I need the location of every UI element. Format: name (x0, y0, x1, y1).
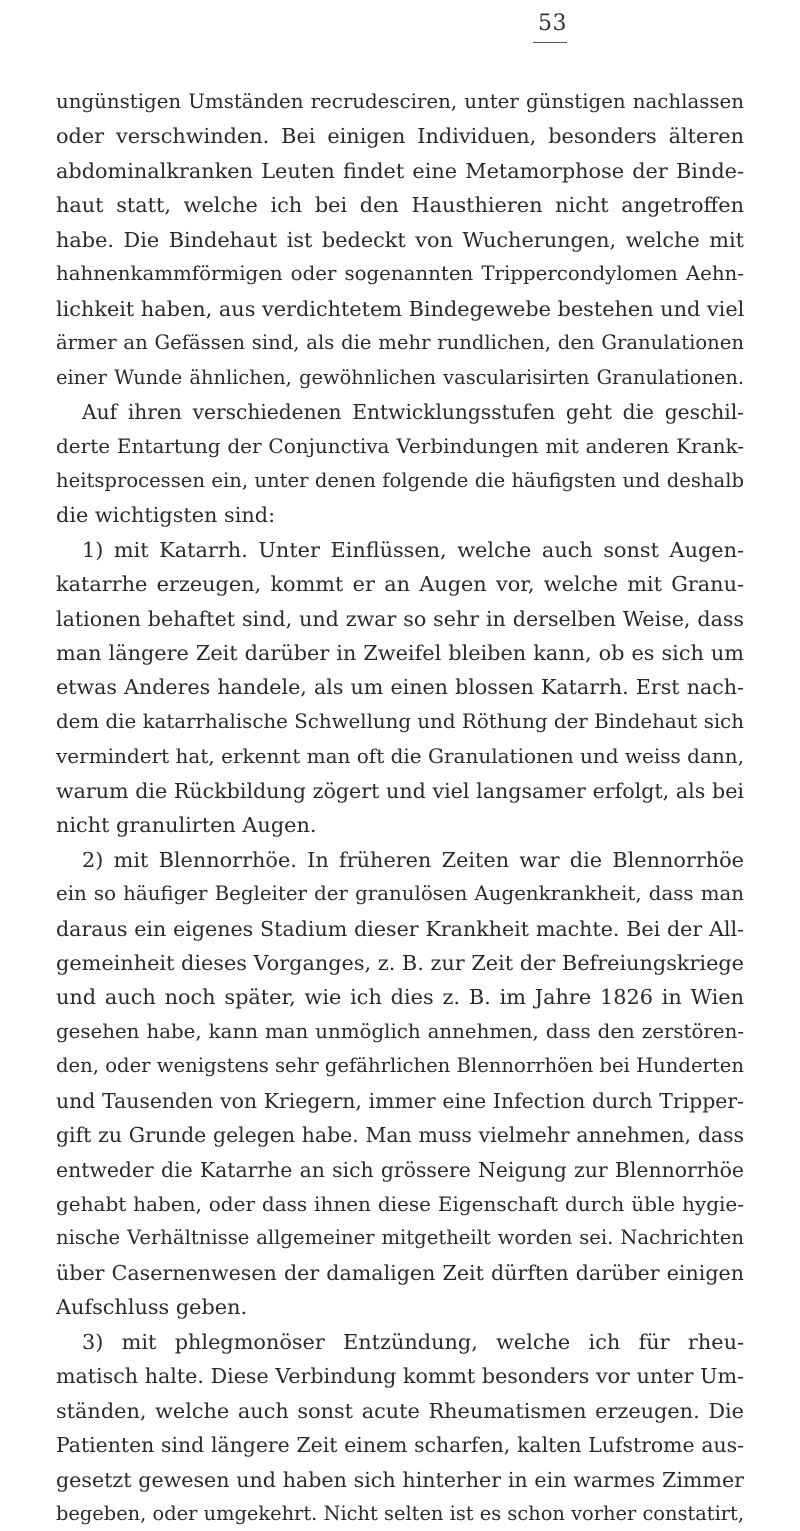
text-line: abdominalkranken Leuten findet eine Metamorphose der Binde- (56, 158, 744, 183)
text-line: hahnenkammförmigen oder sogenannten Trippercondylomen Aehn- (56, 262, 744, 286)
text-line: einer Wunde ähnlichen, gewöhnlichen vascularisirten Granulationen. (56, 365, 744, 389)
text-line: Patienten sind längere Zeit einem scharfen, kalten Lufstrome aus- (56, 1433, 744, 1458)
text-line: oder verschwinden. Bei einigen Individuen, besonders älteren (56, 124, 744, 149)
text-line: über Casernenwesen der damaligen Zeit dürften darüber einigen (56, 1260, 744, 1285)
page-number: 53 (538, 11, 567, 36)
text-line: begeben, oder umgekehrt. Nicht selten ist es schon vorher constatirt, (56, 1501, 744, 1525)
text-line: und Tausenden von Kriegern, immer eine Infection durch Tripper- (56, 1088, 744, 1113)
text-line: den, oder wenigstens sehr gefährlichen Blennorrhöen bei Hunderten (56, 1054, 744, 1078)
text-line: 3) mit phlegmonöser Entzündung, welche ich für rheu- (82, 1329, 744, 1354)
text-line: katarrhe erzeugen, kommt er an Augen vor, welche mit Granu- (56, 572, 744, 597)
text-line: 1) mit Katarrh. Unter Einflüssen, welche auch sonst Augen- (82, 537, 744, 562)
text-line: man längere Zeit darüber in Zweifel bleiben kann, ob es sich um (56, 641, 744, 665)
text-line: warum die Rückbildung zögert und viel langsamer erfolgt, als bei (56, 778, 744, 803)
text-line: gehabt haben, oder dass ihnen diese Eigenschaft durch üble hygie- (56, 1192, 744, 1216)
text-line: ständen, welche auch sonst acute Rheumatismen erzeugen. Die (56, 1398, 744, 1423)
text-line: die wichtigsten sind: (56, 503, 276, 528)
text-line: und auch noch später, wie ich dies z. B. im Jahre 1826 in Wien (56, 985, 744, 1010)
text-line: gift zu Grunde gelegen habe. Man muss vielmehr annehmen, dass (56, 1123, 744, 1148)
text-line: derte Entartung der Conjunctiva Verbindungen mit anderen Krank- (56, 434, 744, 459)
text-line: ein so häufiger Begleiter der granulösen Augenkrankheit, dass man (56, 882, 744, 906)
text-line: 2) mit Blennorrhöe. In früheren Zeiten war die Blennorrhöe (82, 847, 744, 872)
text-line: haut statt, welche ich bei den Hausthieren nicht angetroffen (56, 193, 744, 218)
text-line: gesetzt gewesen und haben sich hinterher in ein warmes Zimmer (56, 1467, 744, 1492)
text-line: gesehen habe, kann man unmöglich annehmen, dass den zerstören- (56, 1019, 744, 1043)
body-text (56, 85, 744, 1531)
text-line: habe. Die Bindehaut ist bedeckt von Wucherungen, welche mit (56, 227, 744, 252)
text-line: ungünstigen Umständen recrudesciren, unter günstigen nachlassen (56, 90, 744, 113)
text-line: dem die katarrhalische Schwellung und Röthung der Bindehaut sich (56, 709, 744, 733)
text-line: Aufschluss geben. (56, 1295, 248, 1320)
text-line: daraus ein eigenes Stadium dieser Krankheit machte. Bei der All- (56, 916, 744, 941)
text-line: Auf ihren verschiedenen Entwicklungsstufen geht die geschil- (82, 399, 744, 424)
text-line: lationen behaftet sind, und zwar so sehr in derselben Weise, dass (56, 606, 744, 631)
text-line: heitsprocessen ein, unter denen folgende die häufigsten und deshalb (56, 468, 744, 492)
text-line: lichkeit haben, aus verdichtetem Bindegewebe bestehen und viel (56, 296, 745, 321)
text-line: etwas Anderes handele, als um einen blossen Katarrh. Erst nach- (56, 675, 744, 700)
text-line: gemeinheit dieses Vorganges, z. B. zur Zeit der Befreiungskriege (56, 950, 744, 975)
text-line: entweder die Katarrhe an sich grössere Neigung zur Blennorrhöe (56, 1157, 744, 1182)
text-line: ärmer an Gefässen sind, als die mehr rundlichen, den Granulationen (56, 331, 744, 355)
text-line: nicht granulirten Augen. (56, 813, 317, 838)
text-line: nische Verhältnisse allgemeiner mitgetheilt worden sei. Nachrichten (56, 1226, 744, 1250)
text-line: vermindert hat, erkennt man oft die Granulationen und weiss dann, (56, 744, 744, 769)
page-number-rule (533, 42, 567, 43)
text-line: matisch halte. Diese Verbindung kommt besonders vor unter Um- (56, 1364, 744, 1389)
